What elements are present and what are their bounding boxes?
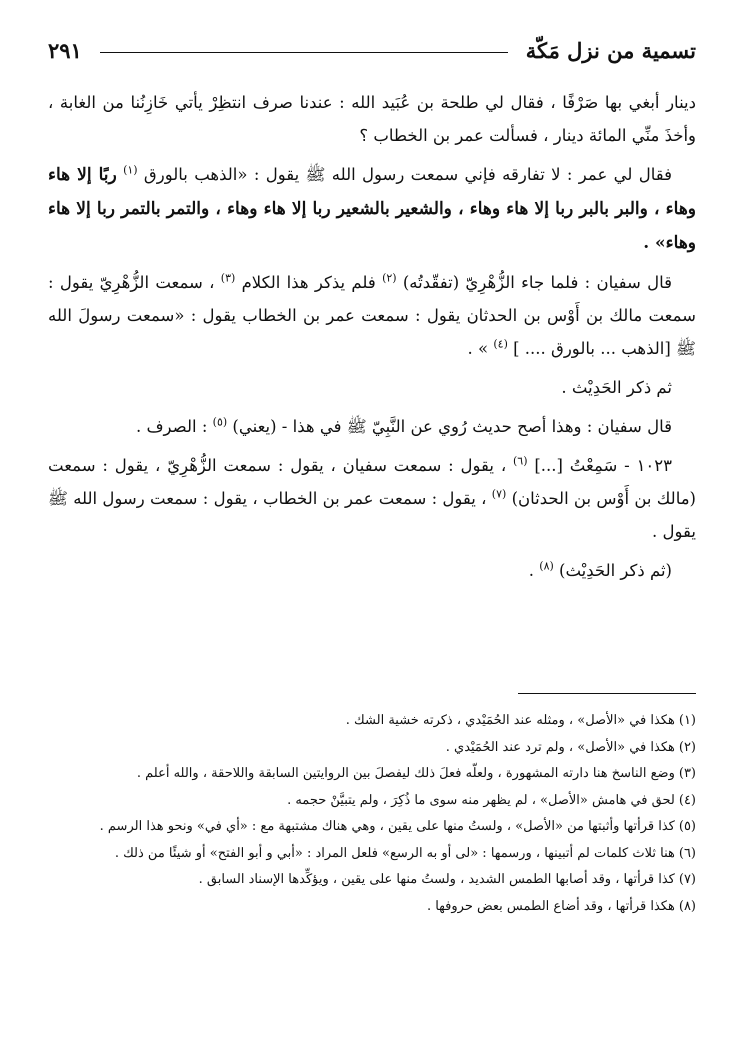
main-text	[48, 86, 696, 593]
footnote-text: لحق في هامش «الأصل» ، لم يظهر منه سوى ما ذُكِرَ ، ولم يتبيَّنْ حجمه .	[287, 792, 675, 808]
paragraph-5	[48, 410, 696, 443]
footnote-1	[48, 710, 696, 733]
paragraph-text: : الصرف .	[135, 417, 208, 436]
paragraph-text: دينار أبغي بها صَرْفًا ، فقال لي طلحة بن عُبَيد الله : عندنا صرف انتظِرْ يأتي خَازِنُنا من الغابة ، وأخذَ منِّي المائة دينار ، فسألت عمر بن الخطاب ؟	[48, 93, 696, 145]
footnote-number: (٨)	[678, 898, 696, 914]
footnote-ref[interactable]: (٣)	[220, 271, 236, 285]
paragraph-2	[48, 158, 696, 260]
footnote-text: هكذا في «الأصل» ، ولم ترد عند الحُمَيْدي .	[445, 739, 675, 755]
footnote-text: وضع الناسخ هنا دارته المشهورة ، ولعلّه فعلَ ذلك ليفصلَ بين الروايتين السابقة واللاحقة ، والله أعلم .	[136, 766, 675, 781]
footnote-ref[interactable]: (٦)	[512, 454, 528, 468]
footnote-rule	[518, 693, 696, 694]
footnote-text: هكذا في «الأصل» ، ومثله عند الحُمَيْدي ، ذكرته خشية الشك .	[345, 713, 675, 728]
paragraph-1	[48, 86, 696, 152]
footnote-ref[interactable]: (٢)	[382, 271, 397, 285]
footnote-5	[48, 816, 696, 839]
footnote-ref[interactable]: (٥)	[212, 415, 228, 429]
paragraph-text: ، سمعت الزُّهْرِيّ يقول : سمعت مالك بن أَوْس بن الحدثان يقول : سمعت عمر بن الخطاب يقول : «سمعت رسولَ الله ﷺ [الذهب ... بالورق .... ]	[48, 273, 696, 358]
footnote-text: كذا قرأتها ، وقد أصابها الطمس الشديد ، ولستُ منها على يقين ، ويؤكِّدها الإسناد السابق .	[198, 872, 675, 887]
footnotes	[48, 710, 696, 922]
footnote-6	[48, 843, 696, 866]
hadith-text: ربًا إلا هاء وهاء ، والبر بالبر ربا إلا هاء وهاء ، والشعير بالشعير ربا إلا هاء وهاء ، والتمر بالتمر ربا إلا هاء وهاء» .	[48, 165, 696, 253]
footnote-2	[48, 737, 696, 760]
page-header	[48, 30, 696, 70]
footnote-text: هنا ثلاث كلمات لم أتبينها ، ورسمها : «لى أو به الرسع» فلعل المراد : «أبي و أبو الفتح» أو شيئًا من ذلك .	[114, 845, 675, 861]
footnote-number: (١)	[678, 713, 696, 728]
footnote-ref[interactable]: (٤)	[493, 337, 508, 351]
footnote-number: (٥)	[678, 819, 696, 834]
footnote-7	[48, 869, 696, 892]
page-number: ٢٩١	[48, 37, 82, 63]
header-rule	[100, 52, 508, 53]
paragraph-text: قال سفيان : فلما جاء الزُّهْرِيّ (تفقّدتُه)	[402, 273, 672, 292]
paragraph-text: فلم يذكر هذا الكلام	[241, 273, 376, 292]
paragraph-text: ، يقول : سمعت عمر بن الخطاب ، يقول : سمعت رسول الله ﷺ يقول .	[48, 489, 696, 541]
footnote-number: (٦)	[678, 845, 696, 861]
footnote-number: (٧)	[678, 872, 696, 887]
paragraph-3	[48, 266, 696, 365]
footnote-text: كذا قرأتها وأثبتها من «الأصل» ، ولستُ منها على يقين ، وهي هناك مشتبهة مع : «أي في» ونحو هذا الرسم .	[99, 819, 675, 834]
footnote-3	[48, 763, 696, 786]
paragraph-text: ثم ذكر الحَدِيْث .	[561, 378, 672, 397]
paragraph-text: » .	[467, 339, 489, 358]
footnote-ref[interactable]: (٧)	[491, 487, 507, 501]
paragraph-text: قال سفيان : وهذا أصح حديث رُوي عن النَّبِيّ ﷺ في هذا - (يعني)	[232, 417, 672, 436]
paragraph-text: فقال لي عمر : لا تفارقه فإني سمعت رسول الله ﷺ يقول : «الذهب بالورق	[143, 165, 673, 184]
page	[48, 0, 696, 1064]
footnote-number: (٣)	[678, 766, 696, 781]
footnote-8	[48, 896, 696, 919]
footnote-text: هكذا قرأتها ، وقد أضاع الطمس بعض حروفها .	[426, 898, 675, 914]
paragraph-4	[48, 371, 696, 404]
paragraph-6	[48, 449, 696, 548]
paragraph-text: .	[528, 561, 535, 580]
footnote-4	[48, 790, 696, 813]
paragraph-7	[48, 554, 696, 587]
paragraph-text: ، يقول : سمعت سفيان ، يقول : سمعت الزُّهْرِيّ ، يقول : سمعت (مالك بن أَوْس بن الحدثان)	[48, 456, 696, 508]
footnote-ref[interactable]: (١)	[123, 163, 138, 177]
footnote-number: (٤)	[678, 792, 696, 808]
footnote-ref[interactable]: (٨)	[539, 559, 554, 573]
paragraph-text: (ثم ذكر الحَدِيْث)	[559, 561, 672, 580]
paragraph-text: ١٠٢٣ - سَمِعْتُ [...]	[534, 456, 673, 475]
running-title: تسمية من نزل مَكّة	[525, 37, 696, 63]
footnote-number: (٢)	[678, 739, 696, 755]
